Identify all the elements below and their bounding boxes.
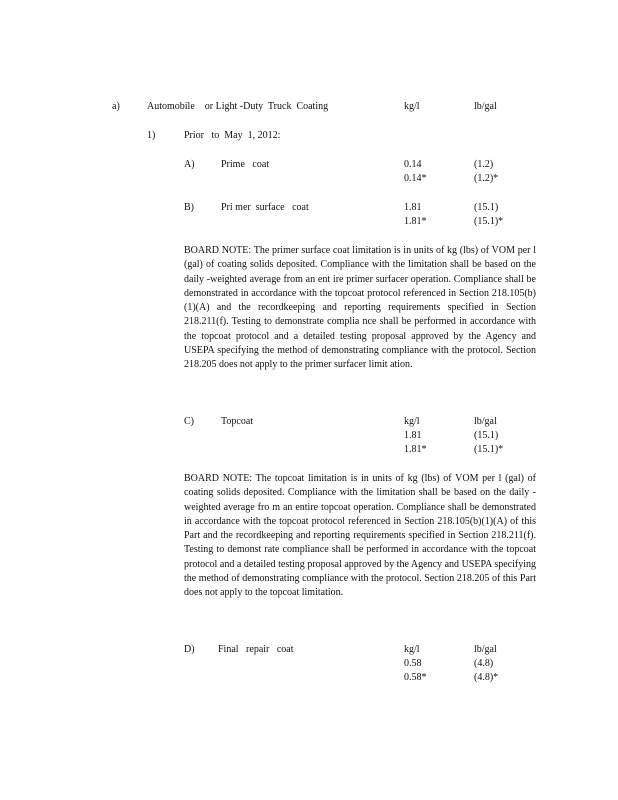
item-d-marker: D) (184, 644, 195, 655)
item-b-lb-value: (15.1) (474, 202, 499, 213)
item-c-lb-value-alt: (15.1)* (474, 444, 504, 455)
unit-lb-header: lb/gal (474, 101, 497, 112)
item-c-marker: C) (184, 416, 194, 427)
item-d-kg-value-alt: 0.58* (404, 672, 427, 683)
item-a-lb-value: (1.2) (474, 159, 494, 170)
item-1-title: Prior to May 1, 2012: (184, 130, 281, 141)
section-a-title: Automobile or Light -Duty Truck Coating (147, 101, 329, 112)
item-a-kg-value-alt: 0.14* (404, 173, 427, 184)
item-c-lb-value: (15.1) (474, 430, 499, 441)
item-d-kg-unit: kg/l (404, 644, 420, 655)
item-c-kg-unit: kg/l (404, 416, 420, 427)
item-c-label: Topcoat (221, 416, 254, 427)
board-note-primer-surface: BOARD NOTE: The primer surface coat limitation is in units of kg (lbs) of VOM per l (gal) of coating solids deposited. Compliance with the limitation shall be based on the daily -weighted average from an ent ire primer surfacer operation. Compliance shall be demonstrated in accordance with the topcoat protocol referenced in Section 218.105(b)(1)(A) and the recordkeeping and reporting requirements specified in Section 218.211(f). Testing to demonstrate complia nce shall be performed in accordance with the topcoat protocol and a detailed testing proposal approved by the Agency and USEPA specifying the method of demonstrating compliance with the protocol. Section 218.205 does not apply to the primer surfacer limit ation. (184, 245, 536, 371)
item-b-lb-value-alt: (15.1)* (474, 216, 504, 227)
item-a-kg-value: 0.14 (404, 159, 422, 170)
item-d-label: Final repair coat (218, 644, 294, 655)
item-b-kg-value-alt: 1.81* (404, 216, 427, 227)
item-b-kg-value: 1.81 (404, 202, 422, 213)
section-a-marker: a) (112, 101, 120, 112)
item-d-lb-value-alt: (4.8)* (474, 672, 499, 683)
item-c-kg-value-alt: 1.81* (404, 444, 427, 455)
item-c-lb-unit: lb/gal (474, 416, 497, 427)
item-b-label: Pri mer surface coat (221, 202, 309, 213)
board-note-topcoat: BOARD NOTE: The topcoat limitation is in units of kg (lbs) of VOM per l (gal) of coating solids deposited. Compliance with the limitation shall be based on the daily -weighted average fro m an entire topcoat operation. Compliance shall be demonstrated in accordance with the topcoat protocol referenced in Section 218.105(b)(1)(A) of this Part and the recordkeeping and reporting requirements specified in Section 218.211(f). Testing to demonst rate compliance shall be performed in accordance with the topcoat protocol and a detailed testing proposal approved by the Agency and USEPA specifying the method of demonstrating compliance with the protocol. Section 218.205 of this Part does not apply to the topcoat limitation. (184, 473, 536, 599)
item-a-lb-value-alt: (1.2)* (474, 173, 499, 184)
item-a-label: Prime coat (221, 159, 270, 170)
item-d-lb-value: (4.8) (474, 658, 494, 669)
item-d-kg-value: 0.58 (404, 658, 422, 669)
item-1-marker: 1) (147, 130, 156, 141)
item-d-lb-unit: lb/gal (474, 644, 497, 655)
unit-kg-header: kg/l (404, 101, 420, 112)
item-a-marker: A) (184, 159, 195, 170)
item-b-marker: B) (184, 202, 194, 213)
item-c-kg-value: 1.81 (404, 430, 422, 441)
